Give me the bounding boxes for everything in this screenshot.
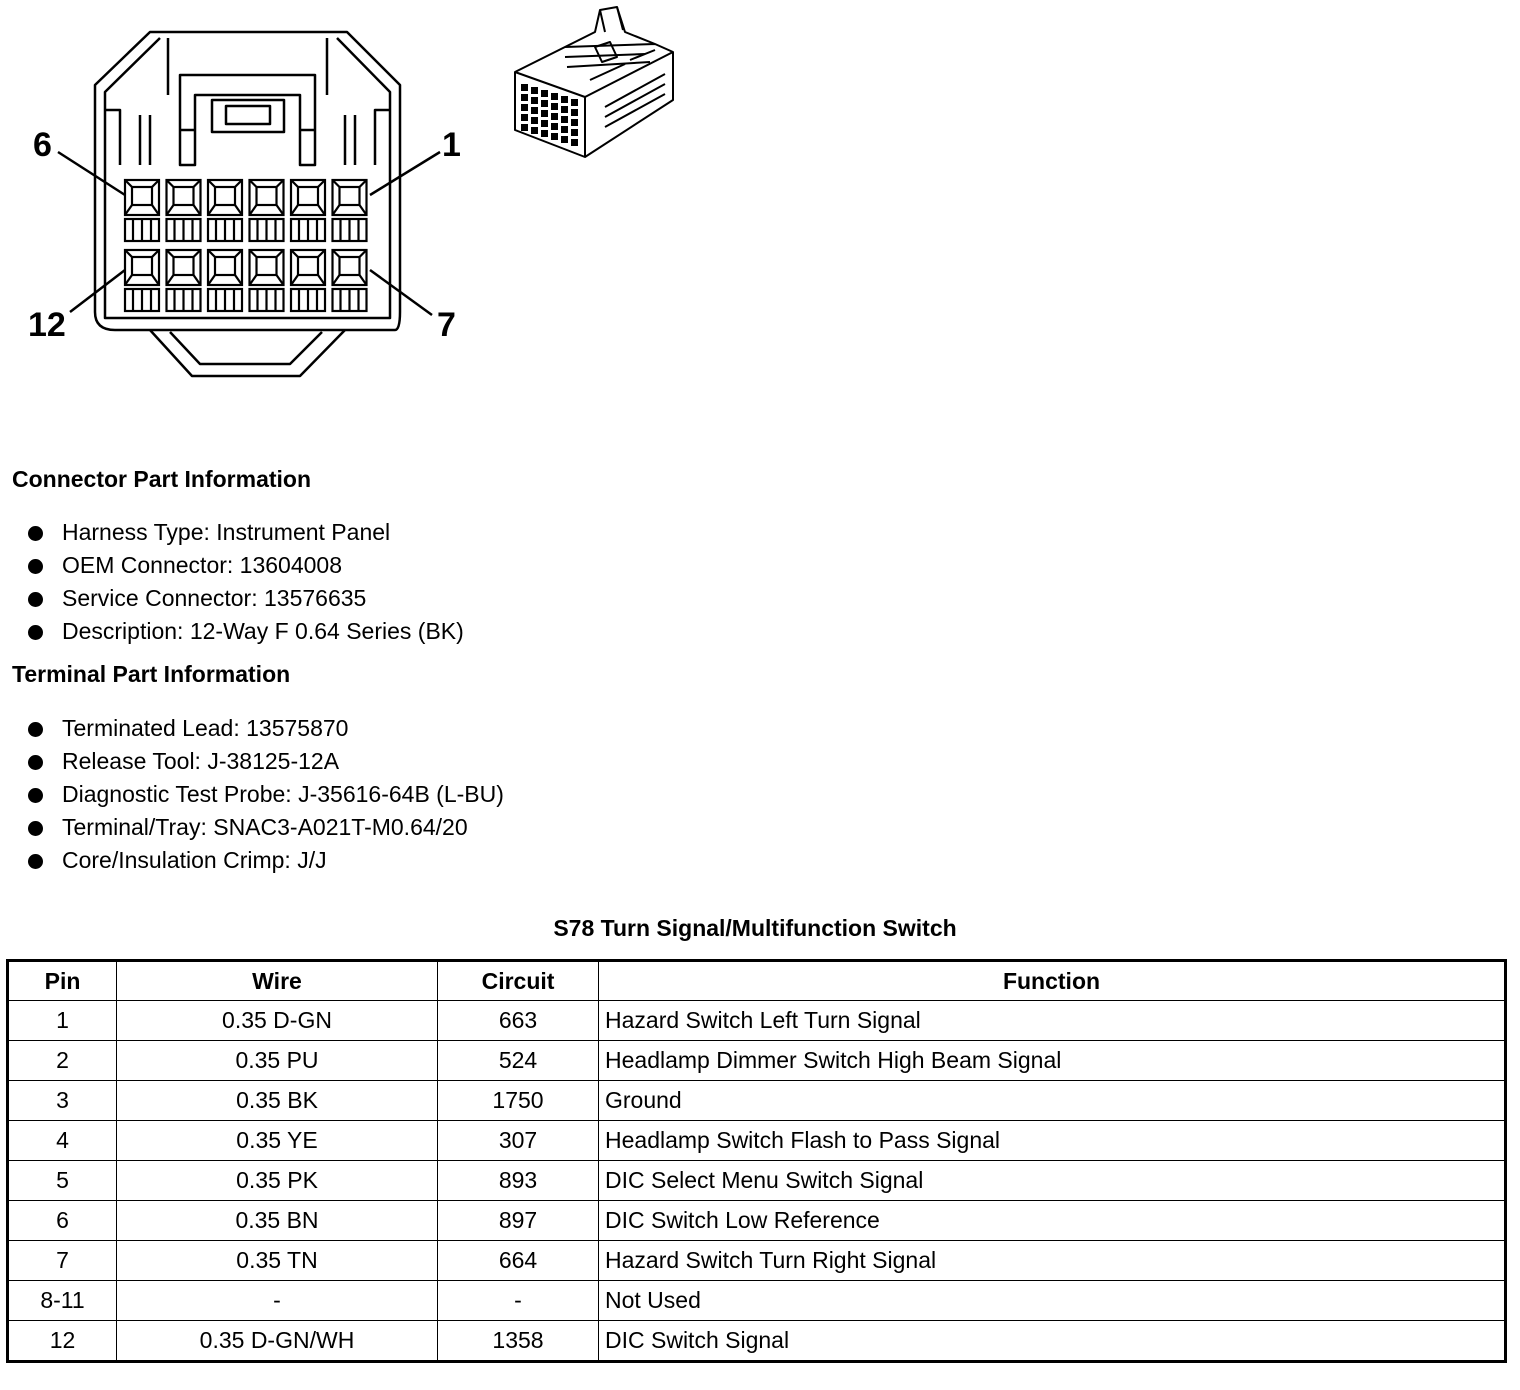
cell-function: Hazard Switch Left Turn Signal: [599, 1001, 1506, 1041]
terminal-part-info-heading: Terminal Part Information: [12, 661, 291, 687]
terminal-part-info-list: [28, 714, 504, 879]
table-row: [8, 1041, 1506, 1081]
iso-pin-cell: [561, 106, 568, 113]
table-row: [8, 1321, 1506, 1362]
cell-wire: 0.35 D-GN: [117, 1001, 438, 1041]
iso-pin-cell: [521, 84, 528, 91]
cell-pin: 3: [8, 1081, 117, 1121]
iso-pin-cell: [531, 127, 538, 134]
iso-pin-cell: [531, 87, 538, 94]
cell-function: DIC Switch Signal: [599, 1321, 1506, 1362]
table-row: [8, 1201, 1506, 1241]
table-row: [8, 1001, 1506, 1041]
cell-pin: 8-11: [8, 1281, 117, 1321]
cell-pin: 4: [8, 1121, 117, 1161]
iso-pin-cell: [521, 114, 528, 121]
iso-pin-cell: [561, 116, 568, 123]
cell-function: Headlamp Dimmer Switch High Beam Signal: [599, 1041, 1506, 1081]
iso-pin-cell: [551, 113, 558, 120]
bullet-icon: [28, 821, 43, 836]
pin-cavity: [333, 250, 367, 311]
list-item: Terminal/Tray: SNAC3-A021T-M0.64/20: [28, 813, 504, 846]
column-header-circuit: Circuit: [438, 961, 599, 1001]
cell-wire: 0.35 BN: [117, 1201, 438, 1241]
bullet-icon: [28, 526, 43, 541]
cell-circuit: 524: [438, 1041, 599, 1081]
cell-circuit: 897: [438, 1201, 599, 1241]
pin-table: [6, 959, 1507, 1363]
table-header-row: [8, 961, 1506, 1001]
bullet-icon: [28, 625, 43, 640]
pin-table-body: [8, 1001, 1506, 1362]
pin-label-6: 6: [33, 126, 52, 164]
iso-pin-cell: [551, 93, 558, 100]
pin-cavity: [291, 250, 325, 311]
iso-pin-cell: [561, 96, 568, 103]
iso-pin-cell: [531, 107, 538, 114]
iso-pin-cell: [531, 97, 538, 104]
bullet-icon: [28, 788, 43, 803]
cell-pin: 5: [8, 1161, 117, 1201]
connector-isometric-view: [505, 2, 685, 172]
iso-pin-cell: [551, 123, 558, 130]
cell-pin: 1: [8, 1001, 117, 1041]
bullet-icon: [28, 722, 43, 737]
iso-pin-cell: [571, 139, 578, 146]
cell-circuit: 664: [438, 1241, 599, 1281]
pin-cavity: [250, 250, 284, 311]
cell-pin: 6: [8, 1201, 117, 1241]
cell-pin: 7: [8, 1241, 117, 1281]
pin-label-1: 1: [442, 126, 461, 164]
cell-wire: 0.35 YE: [117, 1121, 438, 1161]
iso-pin-cell: [541, 130, 548, 137]
iso-pin-cell: [561, 126, 568, 133]
cell-circuit: -: [438, 1281, 599, 1321]
cell-circuit: 663: [438, 1001, 599, 1041]
cell-circuit: 307: [438, 1121, 599, 1161]
cell-wire: -: [117, 1281, 438, 1321]
iso-pin-cell: [541, 90, 548, 97]
connector-part-info-heading: Connector Part Information: [12, 466, 312, 492]
bullet-icon: [28, 559, 43, 574]
pin-cavity: [250, 180, 284, 241]
pin-label-7: 7: [437, 306, 456, 344]
cell-function: Headlamp Switch Flash to Pass Signal: [599, 1121, 1506, 1161]
column-header-function: Function: [599, 961, 1506, 1001]
iso-pin-cell: [571, 109, 578, 116]
iso-pin-cell: [541, 100, 548, 107]
pin-cavity: [125, 180, 159, 241]
cell-circuit: 1750: [438, 1081, 599, 1121]
bullet-icon: [28, 755, 43, 770]
pin-cavity: [167, 250, 201, 311]
list-item: Terminated Lead: 13575870: [28, 714, 504, 747]
cell-circuit: 893: [438, 1161, 599, 1201]
bullet-icon: [28, 854, 43, 869]
table-title: S78 Turn Signal/Multifunction Switch: [553, 915, 957, 941]
table-row: [8, 1241, 1506, 1281]
column-header-wire: Wire: [117, 961, 438, 1001]
cell-wire: 0.35 D-GN/WH: [117, 1321, 438, 1362]
iso-pin-cell: [571, 99, 578, 106]
pin-cavity: [291, 180, 325, 241]
cell-wire: 0.35 BK: [117, 1081, 438, 1121]
table-row: [8, 1081, 1506, 1121]
list-item: OEM Connector: 13604008: [28, 551, 464, 584]
iso-pin-cell: [571, 119, 578, 126]
cell-wire: 0.35 TN: [117, 1241, 438, 1281]
iso-pin-cell: [551, 133, 558, 140]
cell-function: Ground: [599, 1081, 1506, 1121]
list-item: Core/Insulation Crimp: J/J: [28, 846, 504, 879]
iso-pin-cell: [521, 104, 528, 111]
bullet-icon: [28, 592, 43, 607]
iso-pin-cell: [521, 94, 528, 101]
column-header-pin: Pin: [8, 961, 117, 1001]
iso-pin-cell: [541, 110, 548, 117]
list-item: Release Tool: J-38125-12A: [28, 747, 504, 780]
iso-pin-cell: [571, 129, 578, 136]
connector-part-info-list: [28, 518, 464, 650]
cell-function: Hazard Switch Turn Right Signal: [599, 1241, 1506, 1281]
list-item: Diagnostic Test Probe: J-35616-64B (L-BU): [28, 780, 504, 813]
cell-function: DIC Switch Low Reference: [599, 1201, 1506, 1241]
list-item: Description: 12-Way F 0.64 Series (BK): [28, 617, 464, 650]
list-item: Service Connector: 13576635: [28, 584, 464, 617]
table-row: [8, 1161, 1506, 1201]
cell-function: DIC Select Menu Switch Signal: [599, 1161, 1506, 1201]
pin-cavity: [208, 250, 242, 311]
cell-function: Not Used: [599, 1281, 1506, 1321]
connector-face-diagram: [0, 0, 500, 400]
list-item: Harness Type: Instrument Panel: [28, 518, 464, 551]
pin-cavity: [167, 180, 201, 241]
table-row: [8, 1281, 1506, 1321]
iso-pin-cell: [531, 117, 538, 124]
pin-cavity: [125, 250, 159, 311]
pin-label-12: 12: [28, 306, 66, 344]
pin-cavity: [208, 180, 242, 241]
cell-wire: 0.35 PK: [117, 1161, 438, 1201]
cell-circuit: 1358: [438, 1321, 599, 1362]
pin-cavity: [333, 180, 367, 241]
iso-pin-cell: [551, 103, 558, 110]
cell-pin: 2: [8, 1041, 117, 1081]
cell-pin: 12: [8, 1321, 117, 1362]
iso-pin-cell: [561, 136, 568, 143]
iso-pin-cell: [521, 124, 528, 131]
iso-pin-cell: [541, 120, 548, 127]
table-row: [8, 1121, 1506, 1161]
pin-cavities: [125, 180, 367, 311]
cell-wire: 0.35 PU: [117, 1041, 438, 1081]
